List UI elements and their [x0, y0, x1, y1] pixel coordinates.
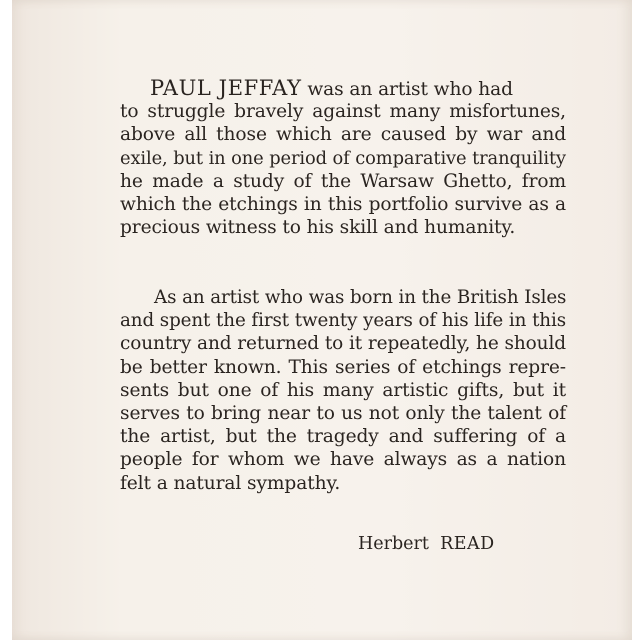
- signature-first-name: Herbert: [358, 534, 429, 554]
- paragraph-line: the artist, but the tragedy and suffering of a: [120, 426, 566, 448]
- paragraph-line: be better known. This series of etchings repre-: [120, 356, 566, 378]
- paragraph-line: and spent the first twenty years of his life in this: [120, 310, 566, 332]
- signature: [358, 534, 495, 554]
- paragraph-line: As an artist who was born in the British Isles: [154, 287, 567, 308]
- document-page: [12, 0, 632, 640]
- paragraph-line: country and returned to it repeatedly, he should: [120, 333, 566, 355]
- paragraph-line: people for whom we have always as a nation: [120, 449, 566, 471]
- paragraph-line-text: was an artist who had: [301, 79, 513, 100]
- artist-name: PAUL JEFFAY: [150, 76, 302, 100]
- paragraph-line: sents but one of his many artistic gifts, but it: [120, 379, 566, 401]
- paragraph-line: above all those which are caused by war and: [120, 124, 566, 146]
- paragraph-line: he made a study of the Warsaw Ghetto, from: [120, 170, 566, 192]
- paragraph-line: to struggle bravely against many misfortunes,: [120, 101, 566, 123]
- paragraph-line: [120, 77, 566, 100]
- paragraph-line: felt a natural sympathy.: [120, 472, 341, 494]
- signature-last-name: READ: [440, 534, 495, 554]
- paragraph-line: exile, but in one period of comparative tranquility: [120, 147, 566, 169]
- paragraph-line: precious witness to his skill and humanity.: [120, 217, 516, 239]
- paragraph-2: [120, 286, 566, 495]
- paragraph-line: which the etchings in this portfolio survive as a: [120, 193, 566, 215]
- paragraph-line: serves to bring near to us not only the talent of: [120, 402, 566, 424]
- paragraph-1: [120, 77, 566, 239]
